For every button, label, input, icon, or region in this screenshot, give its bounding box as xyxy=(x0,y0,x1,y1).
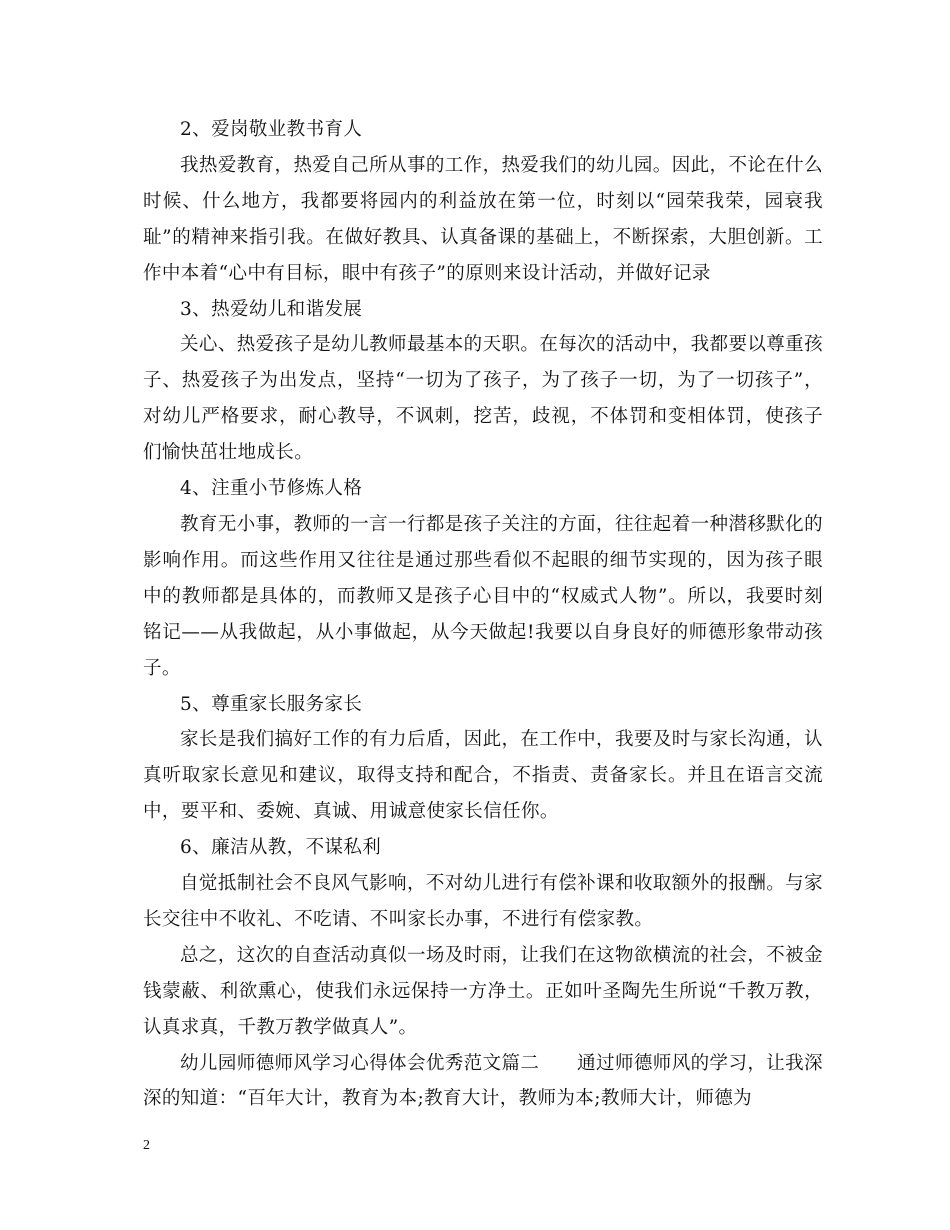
paragraph-essay-two: 幼儿园师德师风学习心得体会优秀范文篇二 通过师德师风的学习，让我深深的知道：“百年大计，教育为本;教育大计，教师为本;教师大计，师德为 xyxy=(143,1052,823,1110)
paragraph-integrity: 自觉抵制社会不良风气影响，不对幼儿进行有偿补课和收取额外的报酬。与家长交往中不收礼、不吃请、不叫家长办事，不进行有偿家教。 xyxy=(143,873,823,930)
paragraph-love-children: 关心、热爱孩子是幼儿教师最基本的天职。在每次的活动中，我都要以尊重孩子、热爱孩子为出发点，坚持“一切为了孩子，为了孩子一切，为了一切孩子”，对幼儿严格要求，耐心教导，不讽刺，挖苦，歧视，不体罚和变相体罚，使孩子们愉快茁壮地成长。 xyxy=(143,334,823,464)
paragraph-parents: 家长是我们搞好工作的有力后盾，因此，在工作中，我要及时与家长沟通，认真听取家长意见和建议，取得支持和配合，不指责、责备家长。并且在语言交流中，要平和、委婉、真诚、用诚意使家长信任你。 xyxy=(143,729,823,823)
section-heading-6: 6、廉洁从教，不谋私利 xyxy=(180,837,382,859)
page-number: 2 xyxy=(143,1138,150,1153)
paragraph-details: 教育无小事，教师的一言一行都是孩子关注的方面，往往起着一种潜移默化的影响作用。而这些作用又往往是通过那些看似不起眼的细节实现的，因为孩子眼中的教师都是具体的，而教师又是孩子心目中的“权威式人物”。所以，我要时刻铭记——从我做起，从小事做起，从今天做起!我要以自身良好的师德形象带动孩子。 xyxy=(143,513,823,679)
section-heading-2: 2、爱岗敬业教书育人 xyxy=(180,119,363,140)
section-heading-3: 3、热爱幼儿和谐发展 xyxy=(180,298,363,320)
document-body xyxy=(143,112,823,1117)
paragraph-love-education: 我热爱教育，热爱自己所从事的工作，热爱我们的幼儿园。因此，不论在什么时候、什么地方，我都要将园内的利益放在第一位，时刻以“园荣我荣，园衰我耻”的精神来指引我。在做好教具、认真备课的基础上，不断探索，大胆创新。工作中本着“心中有目标，眼中有孩子”的原则来设计活动，并做好记录 xyxy=(143,154,823,284)
section-heading-4: 4、注重小节修炼人格 xyxy=(180,478,363,500)
section-heading-5: 5、尊重家长服务家长 xyxy=(180,693,363,715)
paragraph-summary: 总之，这次的自查活动真似一场及时雨，让我们在这物欲横流的社会，不被金钱蒙蔽、利欲熏心，使我们永远保持一方净土。正如叶圣陶先生所说“千教万教，认真求真，千教万教学做真人”。 xyxy=(143,944,823,1038)
